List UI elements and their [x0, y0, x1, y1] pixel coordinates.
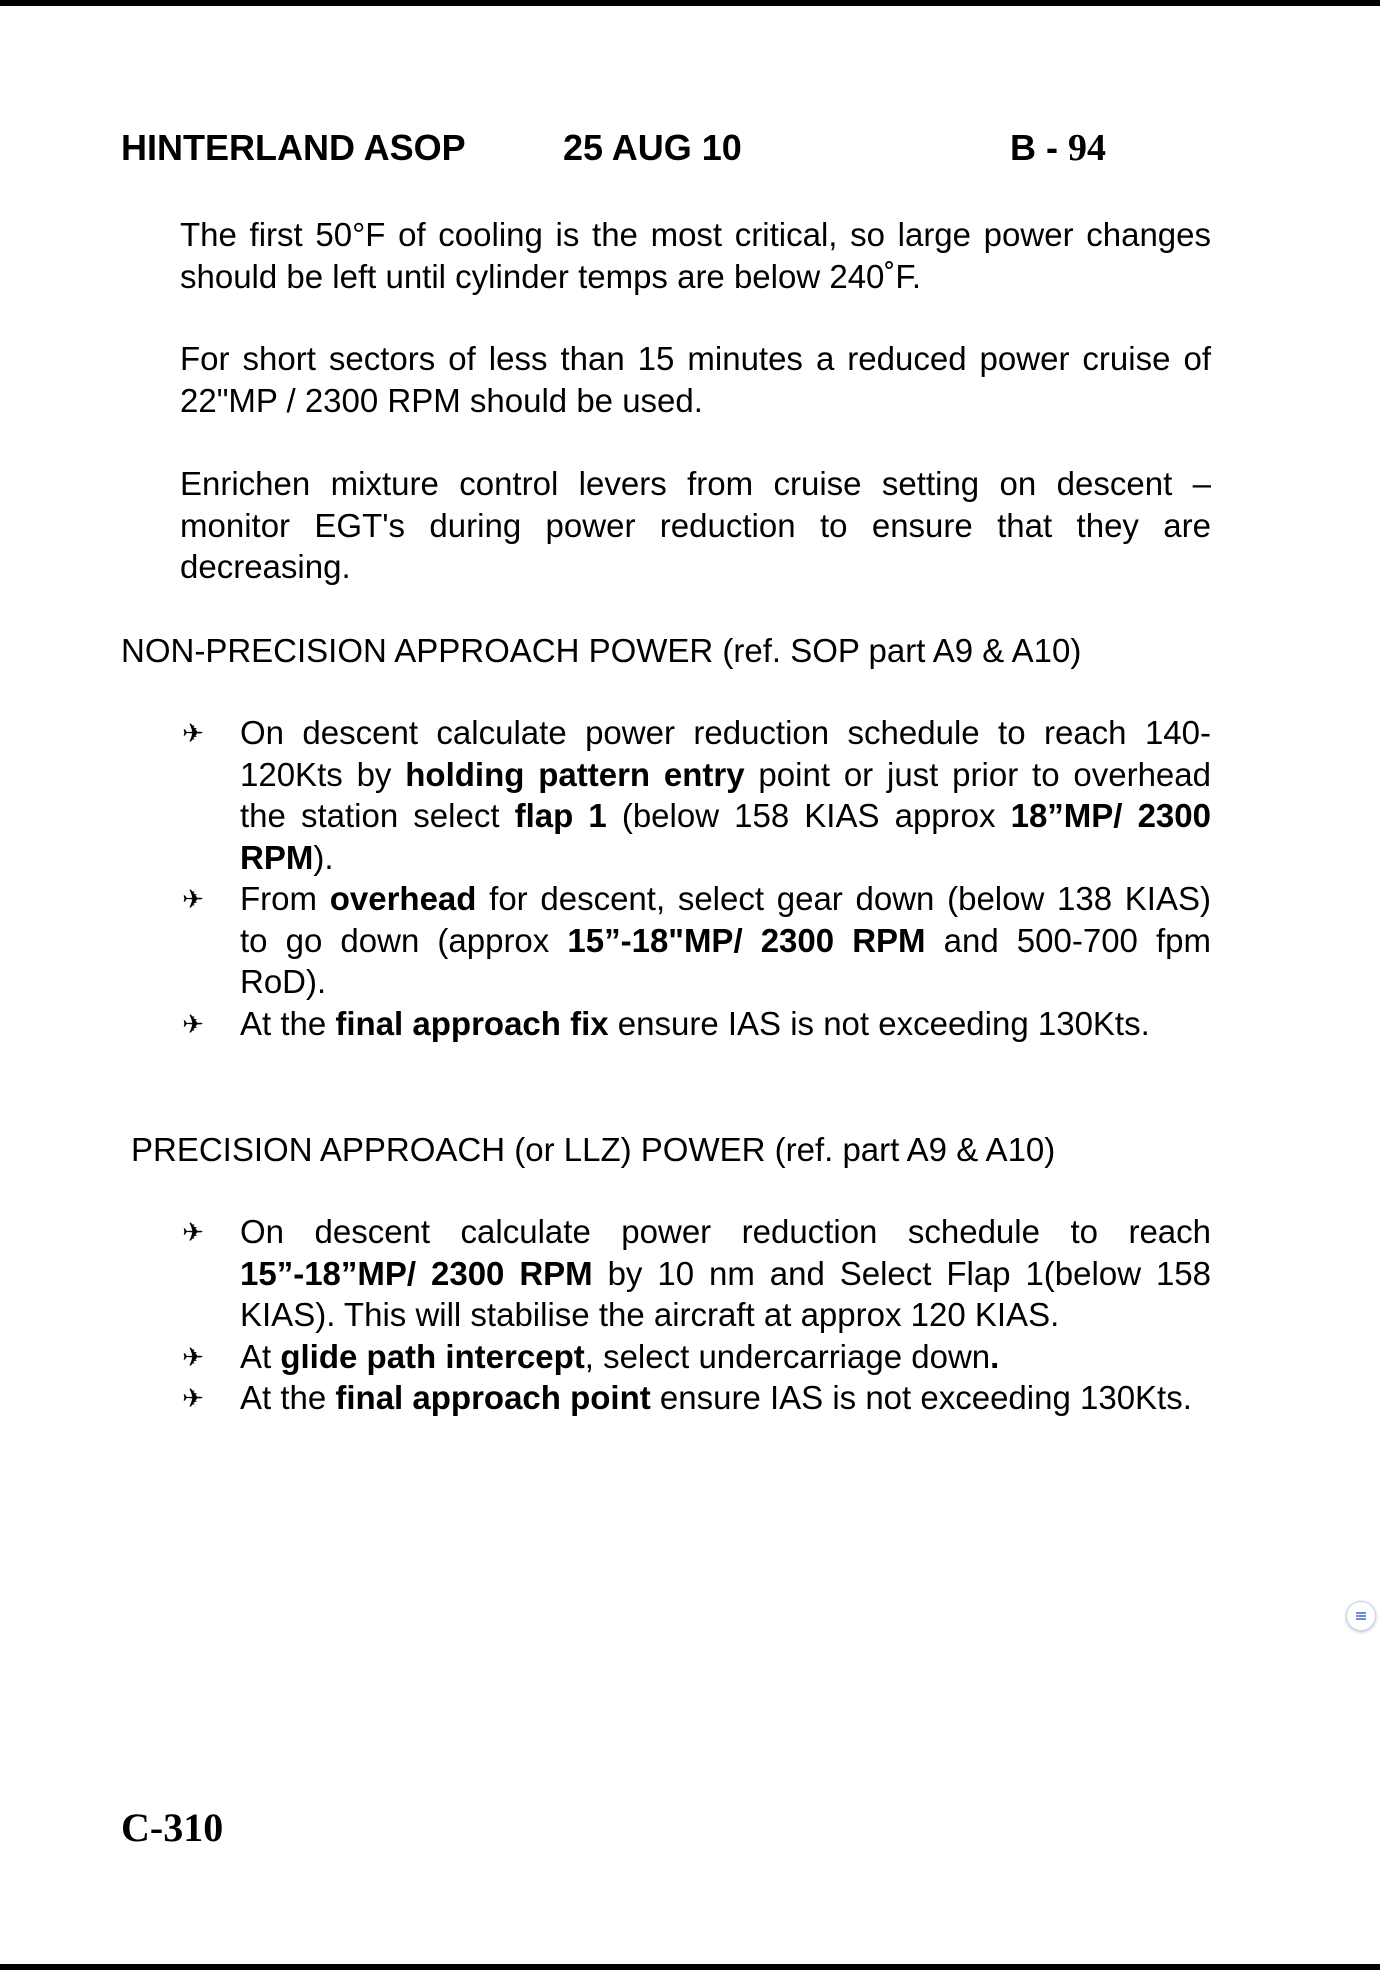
bullet-text: and 500-700 fpm RoD). [240, 921, 1212, 1000]
paragraph-cooling: The first 50°F of cooling is the most critical, so large power changes should be left until cylinder temps are below 240˚F. [180, 216, 1211, 295]
bullet-emphasis: 15”-18”MP/ 2300 RPM [240, 1254, 593, 1292]
bullet-text: At [240, 1337, 281, 1375]
bullet-item [180, 1336, 1211, 1378]
bullet-list-precision [180, 1211, 1211, 1419]
bullet-item [180, 878, 1211, 1003]
bullet-text: On descent calculate power reduction schedule to reach [240, 1213, 1211, 1250]
bullet-emphasis: glide path intercept [280, 1337, 585, 1375]
section-heading-non-precision: NON-PRECISION APPROACH POWER (ref. SOP part A9 & A10) [121, 632, 1082, 669]
bullet-emphasis: . [990, 1337, 1000, 1375]
bullet-emphasis: 15”-18"MP/ 2300 RPM [567, 921, 926, 959]
bullet-emphasis: final approach point [335, 1379, 651, 1416]
bullet-text: From [240, 880, 330, 917]
section-heading-precision: PRECISION APPROACH (or LLZ) POWER (ref. part A9 & A10) [131, 1131, 1056, 1168]
header-page-digits: 94 [1068, 127, 1106, 169]
airplane-icon: ✈ [182, 1217, 204, 1247]
bullet-text: ensure IAS is not exceeding 130Kts. [608, 1004, 1150, 1042]
bullet-emphasis: 18”MP/ 2300 RPM [240, 797, 1211, 876]
bullet-emphasis: holding pattern entry [405, 755, 745, 793]
bullet-item [180, 1211, 1211, 1336]
floating-menu-button[interactable] [1346, 1601, 1376, 1631]
bullet-item [180, 712, 1211, 878]
bullet-text: by 10 nm and Select Flap 1(below 158 KIAS). This will stabilise the aircraft at approx 120 KIAS. [240, 1254, 1211, 1333]
menu-lines-icon [1354, 1609, 1368, 1623]
bullet-text: At the [240, 1004, 336, 1042]
airplane-icon: ✈ [182, 1383, 204, 1413]
airplane-icon: ✈ [182, 1008, 204, 1039]
bullet-emphasis: final approach fix [335, 1004, 609, 1042]
bullet-text: for descent, select gear down (below 138 KIAS) to go down (approx [240, 880, 1211, 959]
header-title: HINTERLAND ASOP [121, 127, 466, 168]
airplane-icon: ✈ [182, 1341, 204, 1372]
airplane-icon: ✈ [182, 718, 204, 748]
header-page-prefix: B - [1010, 127, 1068, 168]
bullet-text: ). [313, 838, 334, 876]
bullet-item [180, 1377, 1211, 1419]
bullet-item [180, 1003, 1211, 1045]
header-page-number [1010, 128, 1106, 168]
bottom-rule [0, 1964, 1380, 1970]
top-rule [0, 0, 1380, 6]
bullet-text: On descent calculate power reduction schedule to reach 140-120Kts by [240, 714, 1211, 793]
bullet-text: (below 158 KIAS approx [606, 797, 1011, 834]
bullet-text: , select undercarriage down [584, 1337, 991, 1375]
paragraph-short-sectors: For short sectors of less than 15 minutes a reduced power cruise of 22"MP / 2300 RPM should be used. [180, 340, 1211, 419]
footer-aircraft-model: C-310 [121, 1805, 224, 1850]
bullet-emphasis: overhead [329, 880, 477, 917]
airplane-icon: ✈ [182, 884, 204, 914]
bullet-list-non-precision [180, 712, 1211, 1044]
bullet-text: ensure IAS is not exceeding 130Kts. [650, 1379, 1192, 1416]
bullet-text: point or just prior to overhead the station select [240, 755, 1211, 834]
bullet-emphasis: flap 1 [514, 797, 607, 834]
header-date: 25 AUG 10 [563, 127, 742, 168]
paragraph-mixture: Enrichen mixture control levers from cruise setting on descent – monitor EGT's during power reduction to ensure that they are decreasing. [180, 465, 1211, 585]
bullet-text: At the [240, 1379, 336, 1416]
